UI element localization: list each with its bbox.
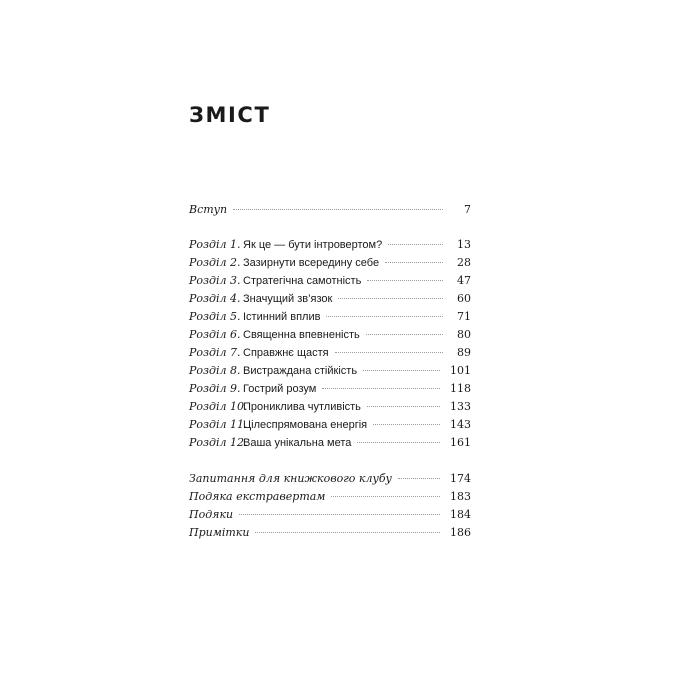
toc-entry-label: Вступ	[189, 203, 228, 216]
chapter-title: Вистраждана стійкість	[243, 365, 358, 377]
dot-leader	[322, 388, 440, 389]
toc-entry-chapter	[189, 272, 471, 290]
chapter-label: Розділ 10.	[189, 400, 248, 413]
chapter-label: Розділ 7.	[189, 346, 241, 359]
back-matter-label: Примітки	[189, 526, 250, 539]
toc-entry-chapter	[189, 434, 471, 452]
toc-entry-chapter	[189, 398, 471, 416]
chapter-label: Розділ 3.	[189, 274, 241, 287]
back-matter-page: 183	[450, 490, 471, 503]
chapter-label: Розділ 9.	[189, 382, 241, 395]
chapter-page: 13	[457, 238, 471, 251]
toc-entry-back-matter	[189, 470, 471, 488]
chapter-page: 143	[450, 418, 471, 431]
dot-leader	[326, 316, 443, 317]
chapter-title: Цілеспрямована енергія	[243, 419, 368, 431]
chapter-title: Справжнє щастя	[243, 347, 329, 359]
dot-leader	[367, 280, 443, 281]
toc-entry-chapter	[189, 344, 471, 362]
chapter-label: Розділ 5.	[189, 310, 241, 323]
dot-leader	[233, 209, 443, 210]
toc-entry-back-matter	[189, 524, 471, 542]
chapter-title: Прониклива чутливість	[243, 401, 361, 413]
chapter-page: 118	[450, 382, 471, 395]
chapter-label: Розділ 8.	[189, 364, 241, 377]
back-matter-label: Подяка екстравертам	[189, 490, 326, 503]
dot-leader	[373, 424, 440, 425]
dot-leader	[357, 442, 440, 443]
dot-leader	[366, 334, 443, 335]
back-matter-page: 186	[450, 526, 471, 539]
dot-leader	[385, 262, 443, 263]
toc-entry-chapter	[189, 254, 471, 272]
toc-back-matter-group	[189, 470, 471, 542]
dot-leader	[239, 514, 440, 515]
toc-entry-chapter	[189, 326, 471, 344]
dot-leader	[331, 496, 440, 497]
page-title: ЗМІСТ	[189, 103, 271, 127]
chapter-title: Стратегічна самотність	[243, 275, 362, 287]
toc-entry-chapter	[189, 236, 471, 254]
dot-leader	[338, 298, 443, 299]
chapter-page: 28	[457, 256, 471, 269]
toc-entry-chapter	[189, 308, 471, 326]
toc-entry-intro	[189, 201, 471, 219]
chapter-title: Ваша унікальна мета	[243, 437, 352, 449]
dot-leader	[363, 370, 440, 371]
chapter-title: Як це — бути інтровертом?	[243, 239, 383, 251]
chapter-title: Значущий зв’язок	[243, 293, 333, 305]
toc-entry-page: 7	[464, 203, 471, 216]
chapter-label: Розділ 1.	[189, 238, 241, 251]
chapter-page: 101	[450, 364, 471, 377]
toc-entry-chapter	[189, 416, 471, 434]
chapter-page: 133	[450, 400, 471, 413]
chapter-title: Гострий розум	[243, 383, 317, 395]
chapter-label: Розділ 11.	[189, 418, 248, 431]
toc-entry-back-matter	[189, 488, 471, 506]
toc-entry-chapter	[189, 362, 471, 380]
dot-leader	[335, 352, 443, 353]
toc-chapters-group	[189, 236, 471, 452]
chapter-label: Розділ 6.	[189, 328, 241, 341]
chapter-page: 71	[457, 310, 471, 323]
toc-entry-chapter	[189, 290, 471, 308]
toc-entry-back-matter	[189, 506, 471, 524]
chapter-page: 80	[457, 328, 471, 341]
toc-intro-group	[189, 201, 471, 219]
chapter-title: Священна впевненість	[243, 329, 360, 341]
back-matter-label: Подяки	[189, 508, 234, 521]
chapter-title: Істинний вплив	[243, 311, 321, 323]
dot-leader	[398, 478, 440, 479]
chapter-label: Розділ 4.	[189, 292, 241, 305]
dot-leader	[255, 532, 440, 533]
back-matter-label: Запитання для книжкового клубу	[189, 472, 392, 485]
chapter-label: Розділ 2.	[189, 256, 241, 269]
back-matter-page: 174	[450, 472, 471, 485]
toc-entry-chapter	[189, 380, 471, 398]
dot-leader	[388, 244, 443, 245]
chapter-page: 60	[457, 292, 471, 305]
dot-leader	[367, 406, 440, 407]
chapter-page: 89	[457, 346, 471, 359]
chapter-page: 47	[457, 274, 471, 287]
chapter-title: Зазирнути всередину себе	[243, 257, 380, 269]
back-matter-page: 184	[450, 508, 471, 521]
chapter-page: 161	[450, 436, 471, 449]
chapter-label: Розділ 12.	[189, 436, 248, 449]
